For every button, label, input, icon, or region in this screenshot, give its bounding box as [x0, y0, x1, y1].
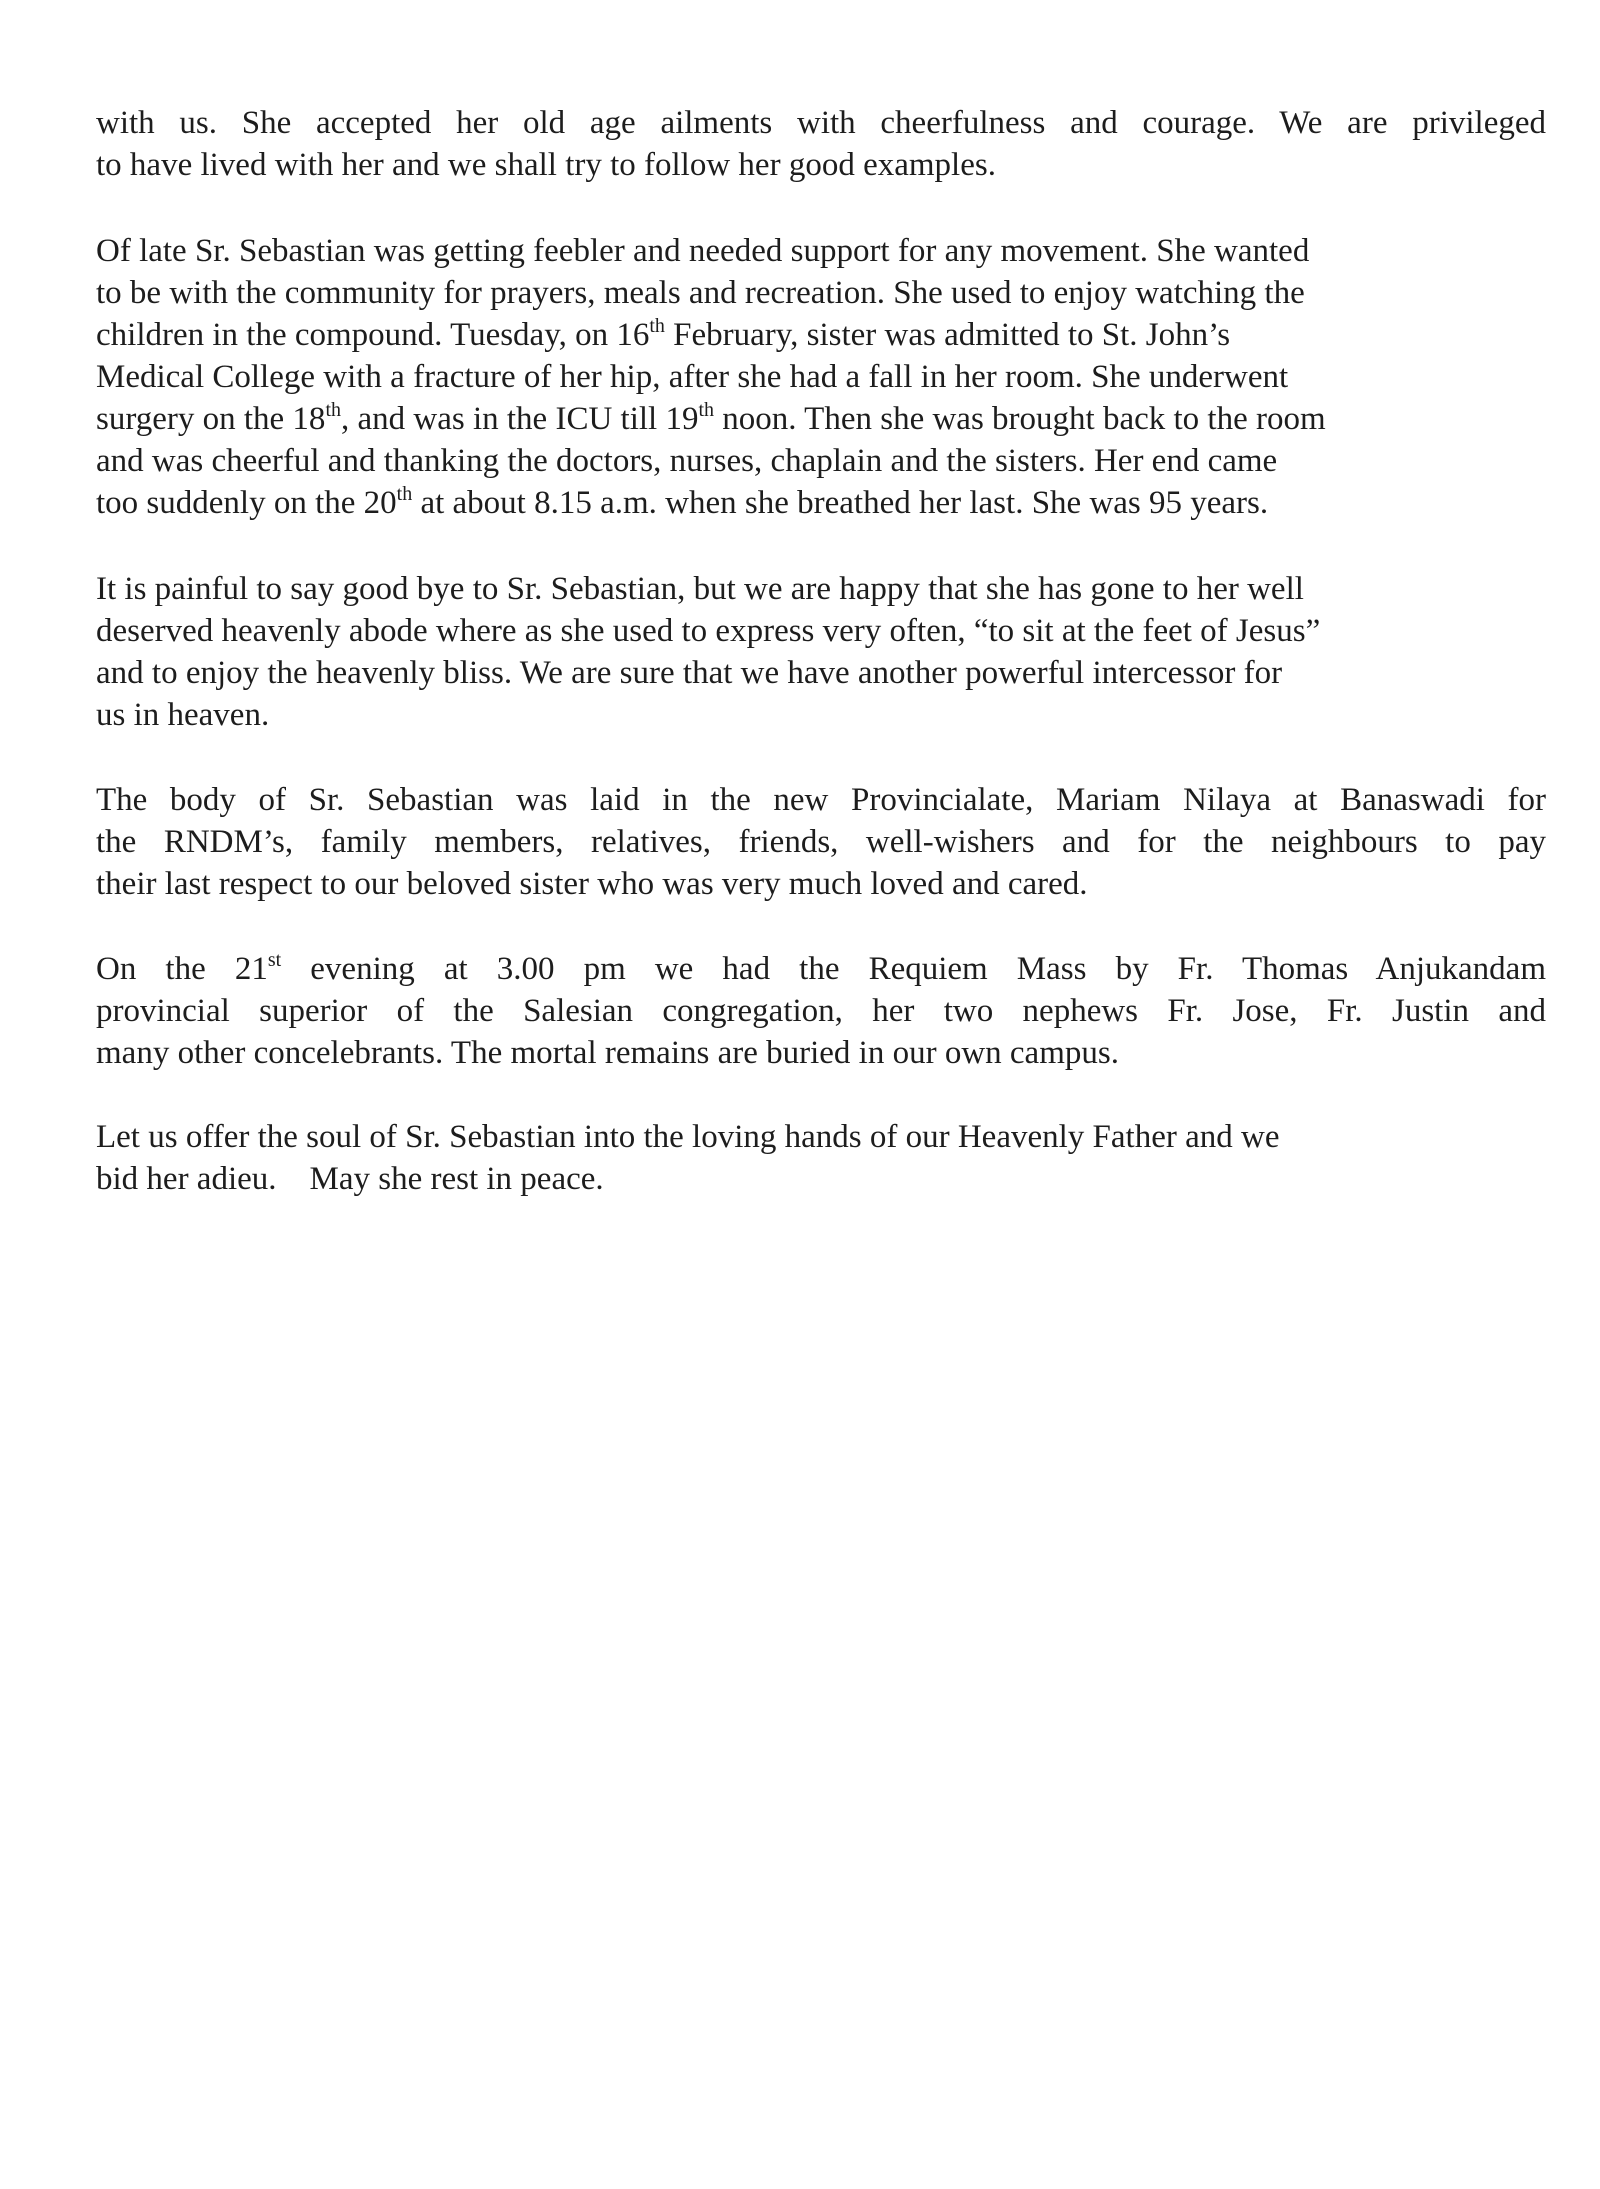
text-line: Of late Sr. Sebastian was getting feebler and needed support for any movement. She wanted [96, 233, 1310, 269]
text-line: deserved heavenly abode where as she used to express very often, “to sit at the feet of Jesus” [96, 613, 1321, 649]
ordinal-suffix: th [649, 315, 665, 337]
paragraph-closing-prayer [96, 1116, 1546, 1200]
text-line: The body of Sr. Sebastian was laid in the new Provincialate, Mariam Nilaya at Banaswadi for [96, 782, 1546, 818]
text-line: the RNDM’s, family members, relatives, friends, well-wishers and for the neighbours to pay [96, 824, 1546, 860]
paragraph-closing-tribute [96, 102, 1546, 186]
text-line: many other concelebrants. The mortal remains are buried in our own campus. [96, 1035, 1119, 1071]
text-line [96, 398, 1546, 440]
text-segment: evening at 3.00 pm we had the Requiem Mass by Fr. Thomas Anjukandam [281, 951, 1546, 987]
text-segment: at about 8.15 a.m. when she breathed her last. She was 95 years. [412, 485, 1269, 521]
paragraph-final-days [96, 230, 1546, 524]
text-line: bid her adieu. May she rest in peace. [96, 1161, 604, 1197]
text-line [96, 314, 1546, 356]
text-line: their last respect to our beloved sister who was very much loved and cared. [96, 866, 1088, 902]
ordinal-suffix: st [267, 949, 282, 971]
paragraph-requiem-mass [96, 948, 1546, 1074]
text-line: and to enjoy the heavenly bliss. We are sure that we have another powerful intercessor for [96, 655, 1283, 691]
text-line: with us. She accepted her old age ailments with cheerfulness and courage. We are privileged [96, 105, 1546, 141]
text-line: and was cheerful and thanking the doctors, nurses, chaplain and the sisters. Her end came [96, 443, 1278, 479]
text-line: provincial superior of the Salesian congregation, her two nephews Fr. Jose, Fr. Justin and [96, 993, 1546, 1029]
text-line: Let us offer the soul of Sr. Sebastian into the loving hands of our Heavenly Father and we [96, 1119, 1280, 1155]
text-line: to have lived with her and we shall try to follow her good examples. [96, 147, 996, 183]
ordinal-suffix: th [396, 483, 413, 505]
paragraph-farewell [96, 568, 1546, 736]
text-segment: children in the compound. Tuesday, on 16 [96, 317, 650, 353]
text-line: It is painful to say good bye to Sr. Sebastian, but we are happy that she has gone to her well [96, 571, 1304, 607]
paragraph-lying-in-state [96, 779, 1546, 905]
text-line: Medical College with a fracture of her hip, after she had a fall in her room. She underwent [96, 359, 1289, 395]
text-segment: surgery on the 18 [96, 401, 326, 437]
ordinal-suffix: th [698, 399, 715, 421]
text-segment: noon. Then she was brought back to the room [714, 401, 1326, 437]
text-line [96, 482, 1546, 524]
text-line: to be with the community for prayers, meals and recreation. She used to enjoy watching the [96, 275, 1305, 311]
ordinal-suffix: th [325, 399, 341, 421]
text-segment: , and was in the ICU till 19 [341, 401, 699, 437]
text-segment: February, sister was admitted to St. John’s [664, 317, 1231, 353]
text-segment: too suddenly on the 20 [96, 485, 397, 521]
text-line: us in heaven. [96, 697, 270, 733]
text-segment: On the 21 [96, 951, 268, 987]
text-line [96, 948, 1546, 990]
